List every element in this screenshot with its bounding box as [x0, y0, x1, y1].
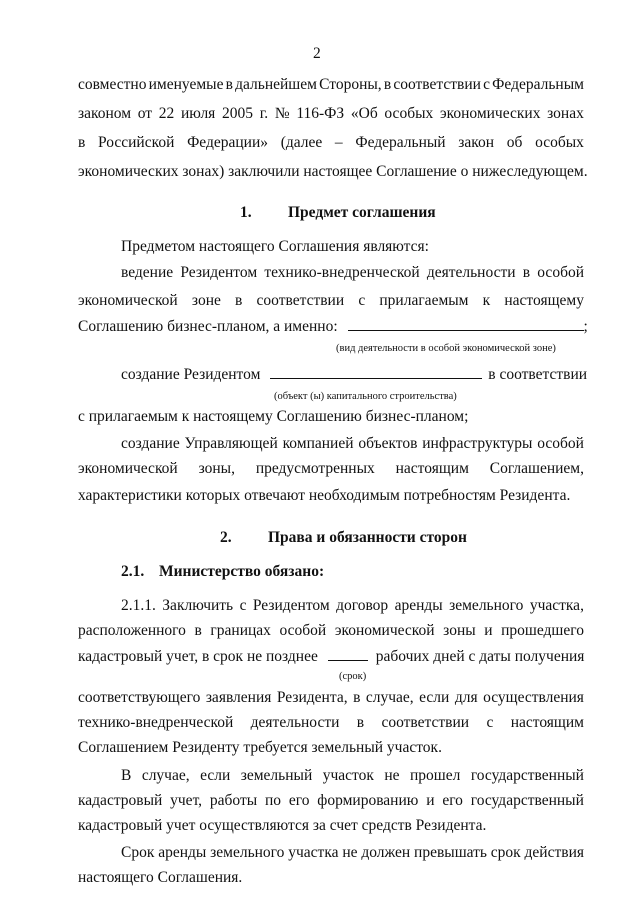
word: государственный: [470, 767, 584, 784]
word: Управляющей: [184, 435, 278, 452]
section2-p2-line-1: [121, 766, 584, 786]
intro-line-4: экономических зонах) заключили настоящее Соглашение о нижеследующем.: [78, 163, 588, 180]
word: 2.1.1.: [121, 597, 156, 614]
word: особых: [384, 105, 434, 122]
section2-p1-line-5: [78, 713, 584, 733]
section1-p3-line-1: [121, 434, 584, 454]
word: настоящим: [510, 714, 584, 731]
section1-title: Предмет соглашения: [288, 204, 436, 221]
section2-p1-line-1: [121, 596, 584, 616]
section2-p1-l3-start: кадастровый учет, в срок не позднее: [78, 648, 318, 665]
word: прошедшего: [501, 622, 584, 639]
word: если: [200, 767, 231, 784]
word: технико-внедренческой: [78, 714, 234, 731]
word: в: [194, 622, 202, 639]
word: предусмотренных: [255, 460, 375, 477]
object-caption: (объект (ы) капитального строительства): [274, 391, 457, 402]
word: зоны,: [198, 460, 235, 477]
word: дальнейшем: [235, 76, 317, 93]
word: не: [342, 844, 358, 861]
intro-line-3: [78, 133, 584, 153]
word: земельного: [210, 844, 285, 861]
word: именуемые: [148, 76, 224, 93]
word: прилагаемым: [379, 292, 469, 309]
word: для: [454, 689, 478, 706]
word: работы: [209, 792, 258, 809]
page-number: 2: [313, 45, 321, 62]
word: и: [426, 792, 435, 809]
word: заявления: [205, 689, 272, 706]
word: срок: [490, 844, 521, 861]
word: Резидентом: [180, 264, 258, 281]
word: Резидентом: [252, 597, 330, 614]
word: настоящему: [504, 292, 584, 309]
section2-title: Права и обязанности сторон: [268, 529, 467, 546]
word: июля: [180, 105, 216, 122]
object-blank-line: [270, 364, 482, 379]
word: если: [419, 689, 450, 706]
word: земельного: [449, 597, 524, 614]
word: Российской: [98, 134, 175, 151]
word: осуществления: [483, 689, 584, 706]
word: совместно: [78, 76, 147, 93]
section1-p1-line-2: [78, 291, 584, 311]
word: экономической: [78, 460, 178, 477]
word: соответствии: [381, 714, 470, 731]
word: действия: [524, 844, 584, 861]
word: участка: [288, 844, 339, 861]
section2-p1-line-2: [78, 621, 584, 641]
word: кадастровый: [78, 792, 163, 809]
subsection-title: Министерство обязано:: [159, 563, 325, 580]
intro-line-1: [78, 75, 584, 95]
section1-p1-line-3-end: ;: [583, 318, 588, 335]
section1-p1-line-1: [121, 263, 584, 283]
word: земельный: [240, 767, 313, 784]
word: Заключить: [162, 597, 234, 614]
word: Стороны,: [319, 76, 382, 93]
word: деятельности: [426, 264, 516, 281]
word: с: [358, 292, 366, 309]
word: Соглашением,: [489, 460, 584, 477]
word: от: [137, 105, 153, 122]
word: к: [482, 292, 491, 309]
word: объектов: [358, 435, 418, 452]
section1-p1-line-3-text: Соглашению бизнес-планом, а именно:: [78, 318, 338, 335]
word: в: [522, 264, 531, 281]
term-blank-line: [328, 646, 368, 661]
word: (далее: [280, 134, 323, 151]
word: зоне: [191, 292, 221, 309]
word: В: [121, 767, 132, 784]
word: случае,: [141, 767, 190, 784]
section1-p2-line-1: [121, 364, 587, 385]
word: в: [225, 76, 233, 93]
word: участок: [322, 767, 374, 784]
word: расположенного: [78, 622, 186, 639]
word: не: [384, 767, 400, 784]
word: по: [264, 792, 282, 809]
section1-lead: Предметом настоящего Соглашения являются:: [121, 238, 429, 255]
word: государственный: [470, 792, 584, 809]
word: прошел: [409, 767, 461, 784]
word: особой: [537, 435, 584, 452]
word: его: [288, 792, 310, 809]
word: №: [274, 105, 290, 122]
section2-p1-line-6: Соглашением Резиденту требуется земельный участок.: [78, 739, 442, 756]
section1-p3-line-2: [78, 459, 584, 479]
word: его: [442, 792, 463, 809]
word: особых: [535, 134, 584, 151]
word: участка,: [529, 597, 584, 614]
word: с: [239, 597, 247, 614]
subsection-number: 2.1.: [121, 563, 145, 580]
word: ведение: [121, 264, 174, 281]
word: соответствии: [256, 292, 345, 309]
word: зонах: [547, 105, 584, 122]
section2-p3-line-1: [121, 843, 584, 863]
section2-p1-line-3: [78, 646, 584, 667]
word: настоящим: [395, 460, 469, 477]
term-caption: (срок): [339, 671, 367, 682]
section2-p2-line-3: кадастровый учет осуществляются за счет средств Резидента.: [78, 817, 487, 834]
section1-p3-line-3: характеристики которых отвечают необходимым потребностям Резидента.: [78, 487, 571, 504]
intro-line-2: [78, 104, 584, 124]
word: 22: [158, 105, 175, 122]
section1-p2-line-2: с прилагаемым к настоящему Соглашению бизнес-планом;: [78, 408, 469, 425]
word: 116-ФЗ: [296, 105, 345, 122]
word: соответствии: [393, 76, 481, 93]
section1-p1-line-3: [78, 316, 588, 337]
word: г.: [259, 105, 269, 122]
word: Срок: [121, 844, 155, 861]
word: в: [383, 76, 392, 93]
section1-p2-start: создание Резидентом: [121, 366, 261, 383]
word: закон: [458, 134, 495, 151]
word: аренды: [158, 844, 207, 861]
section2-p1-line-4: [78, 688, 584, 708]
section1-p2-end: в соответствии: [488, 366, 588, 383]
word: экономической: [78, 292, 178, 309]
word: с: [483, 76, 490, 93]
word: должен: [361, 844, 411, 861]
word: превышать: [414, 844, 487, 861]
word: особой: [279, 622, 327, 639]
word: Федерации»: [187, 134, 269, 151]
activity-blank-line: [348, 316, 584, 331]
word: экономических: [439, 105, 541, 122]
word: соответствующего: [78, 689, 201, 706]
word: создание: [121, 435, 180, 452]
word: деятельности: [250, 714, 340, 731]
word: формированию: [317, 792, 419, 809]
word: об: [506, 134, 523, 151]
word: 2005: [222, 105, 253, 122]
word: договор: [336, 597, 389, 614]
word: компанией: [282, 435, 354, 452]
word: инфраструктуры: [422, 435, 533, 452]
word: в: [235, 292, 243, 309]
section2-p2-line-2: [78, 791, 584, 811]
word: учет,: [170, 792, 203, 809]
section1-number: 1.: [240, 204, 252, 221]
section2-p1-l3-end: рабочих дней с даты получения: [375, 648, 585, 665]
activity-caption: (вид деятельности в особой экономической зоне): [336, 343, 556, 354]
word: законом: [78, 105, 132, 122]
word: «Об: [350, 105, 378, 122]
word: в: [353, 689, 361, 706]
word: –: [334, 134, 343, 151]
word: зоны: [443, 622, 476, 639]
word: и: [484, 622, 493, 639]
word: Федеральный: [355, 134, 446, 151]
word: особой: [537, 264, 584, 281]
section2-p3-line-2: настоящего Соглашения.: [78, 869, 243, 886]
word: случае,: [365, 689, 414, 706]
section2-number: 2.: [220, 529, 232, 546]
word: технико-внедренческой: [264, 264, 420, 281]
word: Федеральным: [492, 76, 584, 93]
word: в: [78, 134, 86, 151]
word: с: [486, 714, 494, 731]
word: в: [356, 714, 365, 731]
word: Резидента,: [276, 689, 348, 706]
word: границах: [210, 622, 271, 639]
word: экономической: [334, 622, 435, 639]
word: аренды: [394, 597, 443, 614]
